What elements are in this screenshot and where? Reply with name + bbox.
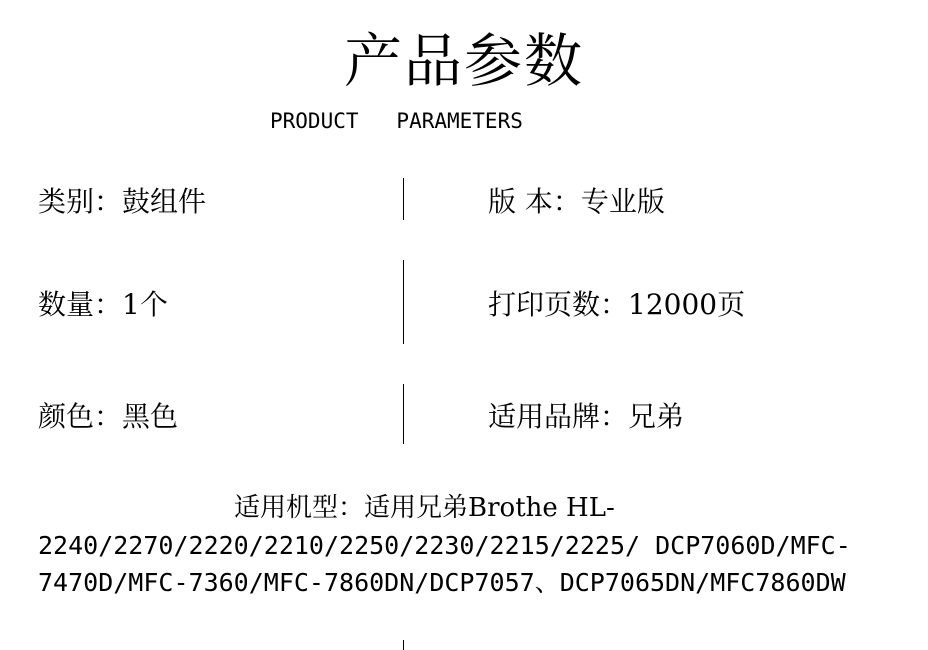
param-quantity	[38, 285, 168, 325]
param-brand-value: 兄弟	[628, 400, 685, 433]
param-version-label: 版 本：	[488, 185, 581, 218]
param-color-label: 颜色：	[38, 400, 123, 433]
compatible-models	[38, 490, 898, 601]
page-title: 产品参数	[343, 27, 584, 95]
compatible-models-line-1	[38, 490, 898, 527]
column-divider	[403, 178, 404, 220]
column-divider	[403, 260, 404, 344]
param-quantity-value: 1个	[122, 288, 168, 321]
compatible-models-intro: 适用兄弟Brothe HL-	[364, 493, 615, 523]
param-quantity-label: 数量：	[38, 288, 123, 321]
param-version-value: 专业版	[580, 185, 665, 218]
compatible-models-line-3: 7470D/MFC-7360/MFC-7860DN/DCP7057、DCP7065DN/MFC7860DW	[38, 568, 846, 597]
param-category	[38, 182, 206, 222]
param-color	[38, 397, 178, 437]
page-subtitle: PRODUCT PARAMETERS	[270, 109, 523, 133]
param-color-value: 黑色	[122, 400, 179, 433]
param-brand	[488, 397, 684, 437]
compatible-models-line-2: 2240/2270/2220/2210/2250/2230/2215/2225/ DCP7060D/MFC-	[38, 531, 851, 560]
param-page-yield	[488, 285, 745, 325]
param-page-yield-label: 打印页数：	[488, 288, 629, 321]
param-category-value: 鼓组件	[122, 185, 207, 218]
param-page-yield-value: 12000页	[628, 288, 746, 321]
param-version	[488, 182, 665, 222]
compatible-models-label: 适用机型：	[234, 493, 365, 523]
column-divider	[403, 640, 404, 650]
param-brand-label: 适用品牌：	[488, 400, 629, 433]
column-divider	[403, 384, 404, 444]
param-category-label: 类别：	[38, 185, 123, 218]
